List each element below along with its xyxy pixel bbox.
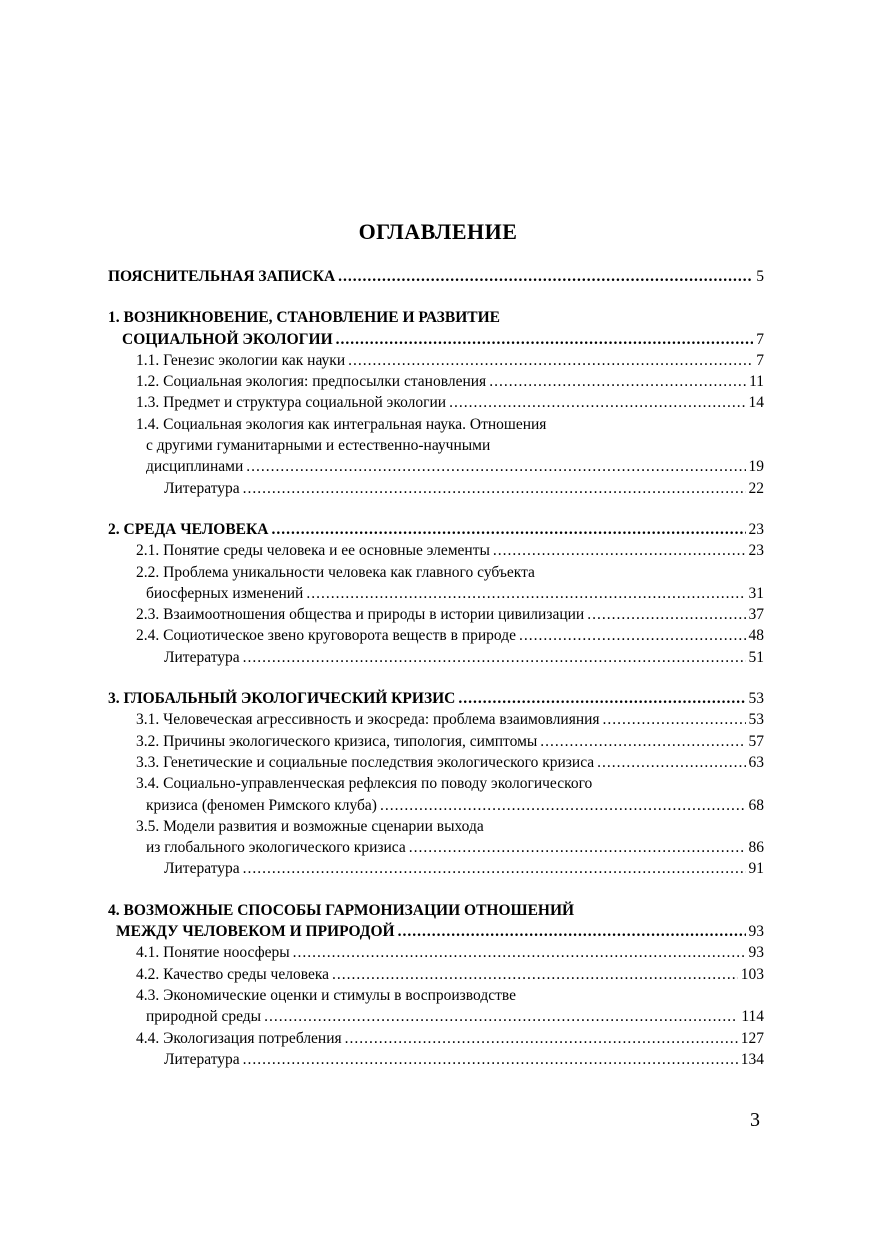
dot-leader — [489, 371, 746, 392]
toc-entry-chapter-1[interactable] — [108, 329, 764, 350]
dot-leader — [540, 731, 745, 752]
section-title: 3.2. Причины экологического кризиса, типология, симптомы — [136, 732, 538, 750]
dot-leader — [246, 456, 745, 477]
toc-entry-section-2-4[interactable] — [108, 625, 764, 646]
section-title: 3.1. Человеческая агрессивность и экосреда: проблема взаимовлияния — [136, 711, 600, 729]
toc-page-number: 31 — [748, 584, 764, 602]
dot-leader — [398, 921, 746, 942]
toc-entry-section-4-3[interactable] — [108, 985, 764, 1028]
dot-leader — [409, 837, 746, 858]
toc-chapter-1 — [108, 307, 764, 499]
toc-page-number: 19 — [748, 458, 764, 476]
section-title-line: 3.5. Модели развития и возможные сценарии выхода — [136, 817, 484, 835]
toc-entry-intro[interactable] — [108, 266, 764, 287]
toc-entry-section-3-5[interactable] — [108, 816, 764, 859]
section-title: 1.2. Социальная экология: предпосылки становления — [136, 373, 487, 391]
dot-leader — [348, 350, 753, 371]
toc-page-number: 91 — [748, 860, 764, 878]
dot-leader — [449, 392, 745, 413]
chapter-title-line: МЕЖДУ ЧЕЛОВЕКОМ И ПРИРОДОЙ — [116, 923, 395, 941]
chapter-title-line[interactable]: 4. ВОЗМОЖНЫЕ СПОСОБЫ ГАРМОНИЗАЦИИ ОТНОШЕНИЙ — [108, 901, 575, 919]
section-title-line: дисциплинами — [146, 458, 244, 476]
toc-entry-section-1-2[interactable] — [108, 371, 764, 392]
chapter-title-line: 3. ГЛОБАЛЬНЫЙ ЭКОЛОГИЧЕСКИЙ КРИЗИС — [108, 690, 456, 708]
toc-entry-title: ПОЯСНИТЕЛЬНАЯ ЗАПИСКА — [108, 268, 336, 285]
toc-page-number: 5 — [756, 268, 764, 285]
dot-leader — [243, 647, 746, 668]
toc-page-number: 23 — [748, 520, 764, 538]
toc-entry-section-3-2[interactable] — [108, 731, 764, 752]
dot-leader — [345, 1028, 738, 1049]
toc-page-number: 114 — [741, 1008, 764, 1026]
table-of-contents — [108, 266, 764, 1070]
toc-entry-section-1-1[interactable] — [108, 350, 764, 371]
toc-entry-chapter-2[interactable] — [108, 519, 764, 540]
dot-leader — [293, 942, 746, 963]
page-title: ОГЛАВЛЕНИЕ — [358, 219, 518, 244]
toc-page-number: 93 — [748, 944, 764, 962]
dot-leader — [493, 540, 746, 561]
toc-entry-section-3-3[interactable] — [108, 752, 764, 773]
dot-leader — [380, 795, 746, 816]
dot-leader — [458, 688, 745, 709]
toc-page-number: 7 — [756, 351, 764, 369]
toc-page-number: 57 — [748, 732, 764, 750]
toc-entry-section-3-4[interactable] — [108, 773, 764, 816]
toc-page-number: 63 — [748, 753, 764, 771]
page-number: 3 — [750, 1109, 760, 1131]
dot-leader — [264, 1006, 738, 1027]
section-title: 1.1. Генезис экологии как науки — [136, 351, 346, 369]
section-title: 3.3. Генетические и социальные последствия экологического кризиса — [136, 753, 595, 771]
section-title-line: 1.4. Социальная экология как интегральная наука. Отношения — [136, 415, 547, 433]
dot-leader — [243, 478, 746, 499]
section-title-line: с другими гуманитарными и естественно-научными — [146, 437, 491, 455]
toc-entry-section-4-4[interactable] — [108, 1028, 764, 1049]
toc-entry-section-1-3[interactable] — [108, 392, 764, 413]
dot-leader — [519, 625, 746, 646]
toc-page-number: 68 — [748, 796, 764, 814]
toc-page-number: 86 — [748, 839, 764, 857]
section-title-line: 4.3. Экономические оценки и стимулы в воспроизводстве — [136, 986, 516, 1004]
toc-entry-chapter-3[interactable] — [108, 688, 764, 709]
toc-entry-section-4-1[interactable] — [108, 942, 764, 963]
toc-entry-section-1-4[interactable] — [108, 414, 764, 478]
dot-leader — [332, 964, 738, 985]
section-title: 4.1. Понятие ноосферы — [136, 944, 290, 962]
toc-page-number: 53 — [748, 711, 764, 729]
toc-page-number: 93 — [748, 923, 764, 941]
toc-page-number: 48 — [748, 627, 764, 645]
section-title-line: биосферных изменений — [146, 584, 304, 602]
toc-entry-literature-4[interactable] — [108, 1049, 764, 1070]
toc-page-number: 53 — [748, 690, 764, 708]
section-title-line: 3.4. Социально-управленческая рефлексия по поводу экологического — [136, 775, 593, 793]
toc-page-number: 103 — [740, 965, 764, 983]
toc-chapter-4 — [108, 900, 764, 1070]
dot-leader — [597, 752, 745, 773]
toc-entry-literature-2[interactable] — [108, 647, 764, 668]
toc-entry-chapter-4[interactable] — [108, 921, 764, 942]
toc-chapter-2 — [108, 519, 764, 668]
section-title-line: из глобального экологического кризиса — [146, 839, 406, 857]
dot-leader — [271, 519, 745, 540]
section-title-line: природной среды — [146, 1008, 262, 1026]
section-title: 2.4. Социотическое звено круговорота веществ в природе — [136, 627, 516, 645]
toc-entry-literature-3[interactable] — [108, 858, 764, 879]
toc-chapter-3 — [108, 688, 764, 880]
toc-page-number: 127 — [740, 1029, 764, 1047]
dot-leader — [243, 858, 746, 879]
section-title: 1.3. Предмет и структура социальной экологии — [136, 394, 447, 412]
dot-leader — [603, 709, 746, 730]
dot-leader — [336, 329, 754, 350]
literature-label: Литература — [164, 1050, 240, 1068]
section-title: 4.2. Качество среды человека — [136, 965, 329, 983]
dot-leader — [338, 266, 753, 287]
toc-page-number: 11 — [749, 373, 764, 391]
dot-leader — [306, 583, 745, 604]
toc-page-number: 23 — [748, 542, 764, 560]
toc-entry-section-4-2[interactable] — [108, 964, 764, 985]
literature-label: Литература — [164, 860, 240, 878]
toc-entry-section-2-3[interactable] — [108, 604, 764, 625]
dot-leader — [243, 1049, 738, 1070]
literature-label: Литература — [164, 479, 240, 497]
section-title: 4.4. Экологизация потребления — [136, 1029, 342, 1047]
toc-entry-section-2-2[interactable] — [108, 562, 764, 605]
toc-page-number: 7 — [756, 330, 764, 348]
toc-entry-literature-1[interactable] — [108, 478, 764, 499]
toc-page-number: 22 — [748, 479, 764, 497]
section-title: 2.1. Понятие среды человека и ее основные элементы — [136, 542, 490, 560]
section-title: 2.3. Взаимоотношения общества и природы в истории цивилизации — [136, 606, 585, 624]
toc-page-number: 51 — [748, 648, 764, 666]
dot-leader — [587, 604, 745, 625]
chapter-title-line: 2. СРЕДА ЧЕЛОВЕКА — [108, 520, 269, 538]
toc-page-number: 37 — [748, 606, 764, 624]
literature-label: Литература — [164, 648, 240, 666]
chapter-title-line: СОЦИАЛЬНОЙ ЭКОЛОГИИ — [122, 330, 333, 348]
toc-entry-section-2-1[interactable] — [108, 540, 764, 561]
section-title-line: кризиса (феномен Римского клуба) — [146, 796, 377, 814]
chapter-title-line[interactable]: 1. ВОЗНИКНОВЕНИЕ, СТАНОВЛЕНИЕ И РАЗВИТИЕ — [108, 309, 500, 327]
toc-page-number: 14 — [748, 394, 764, 412]
toc-entry-section-3-1[interactable] — [108, 709, 764, 730]
section-title-line: 2.2. Проблема уникальности человека как главного субъекта — [136, 563, 535, 581]
toc-page-number: 134 — [740, 1050, 764, 1068]
